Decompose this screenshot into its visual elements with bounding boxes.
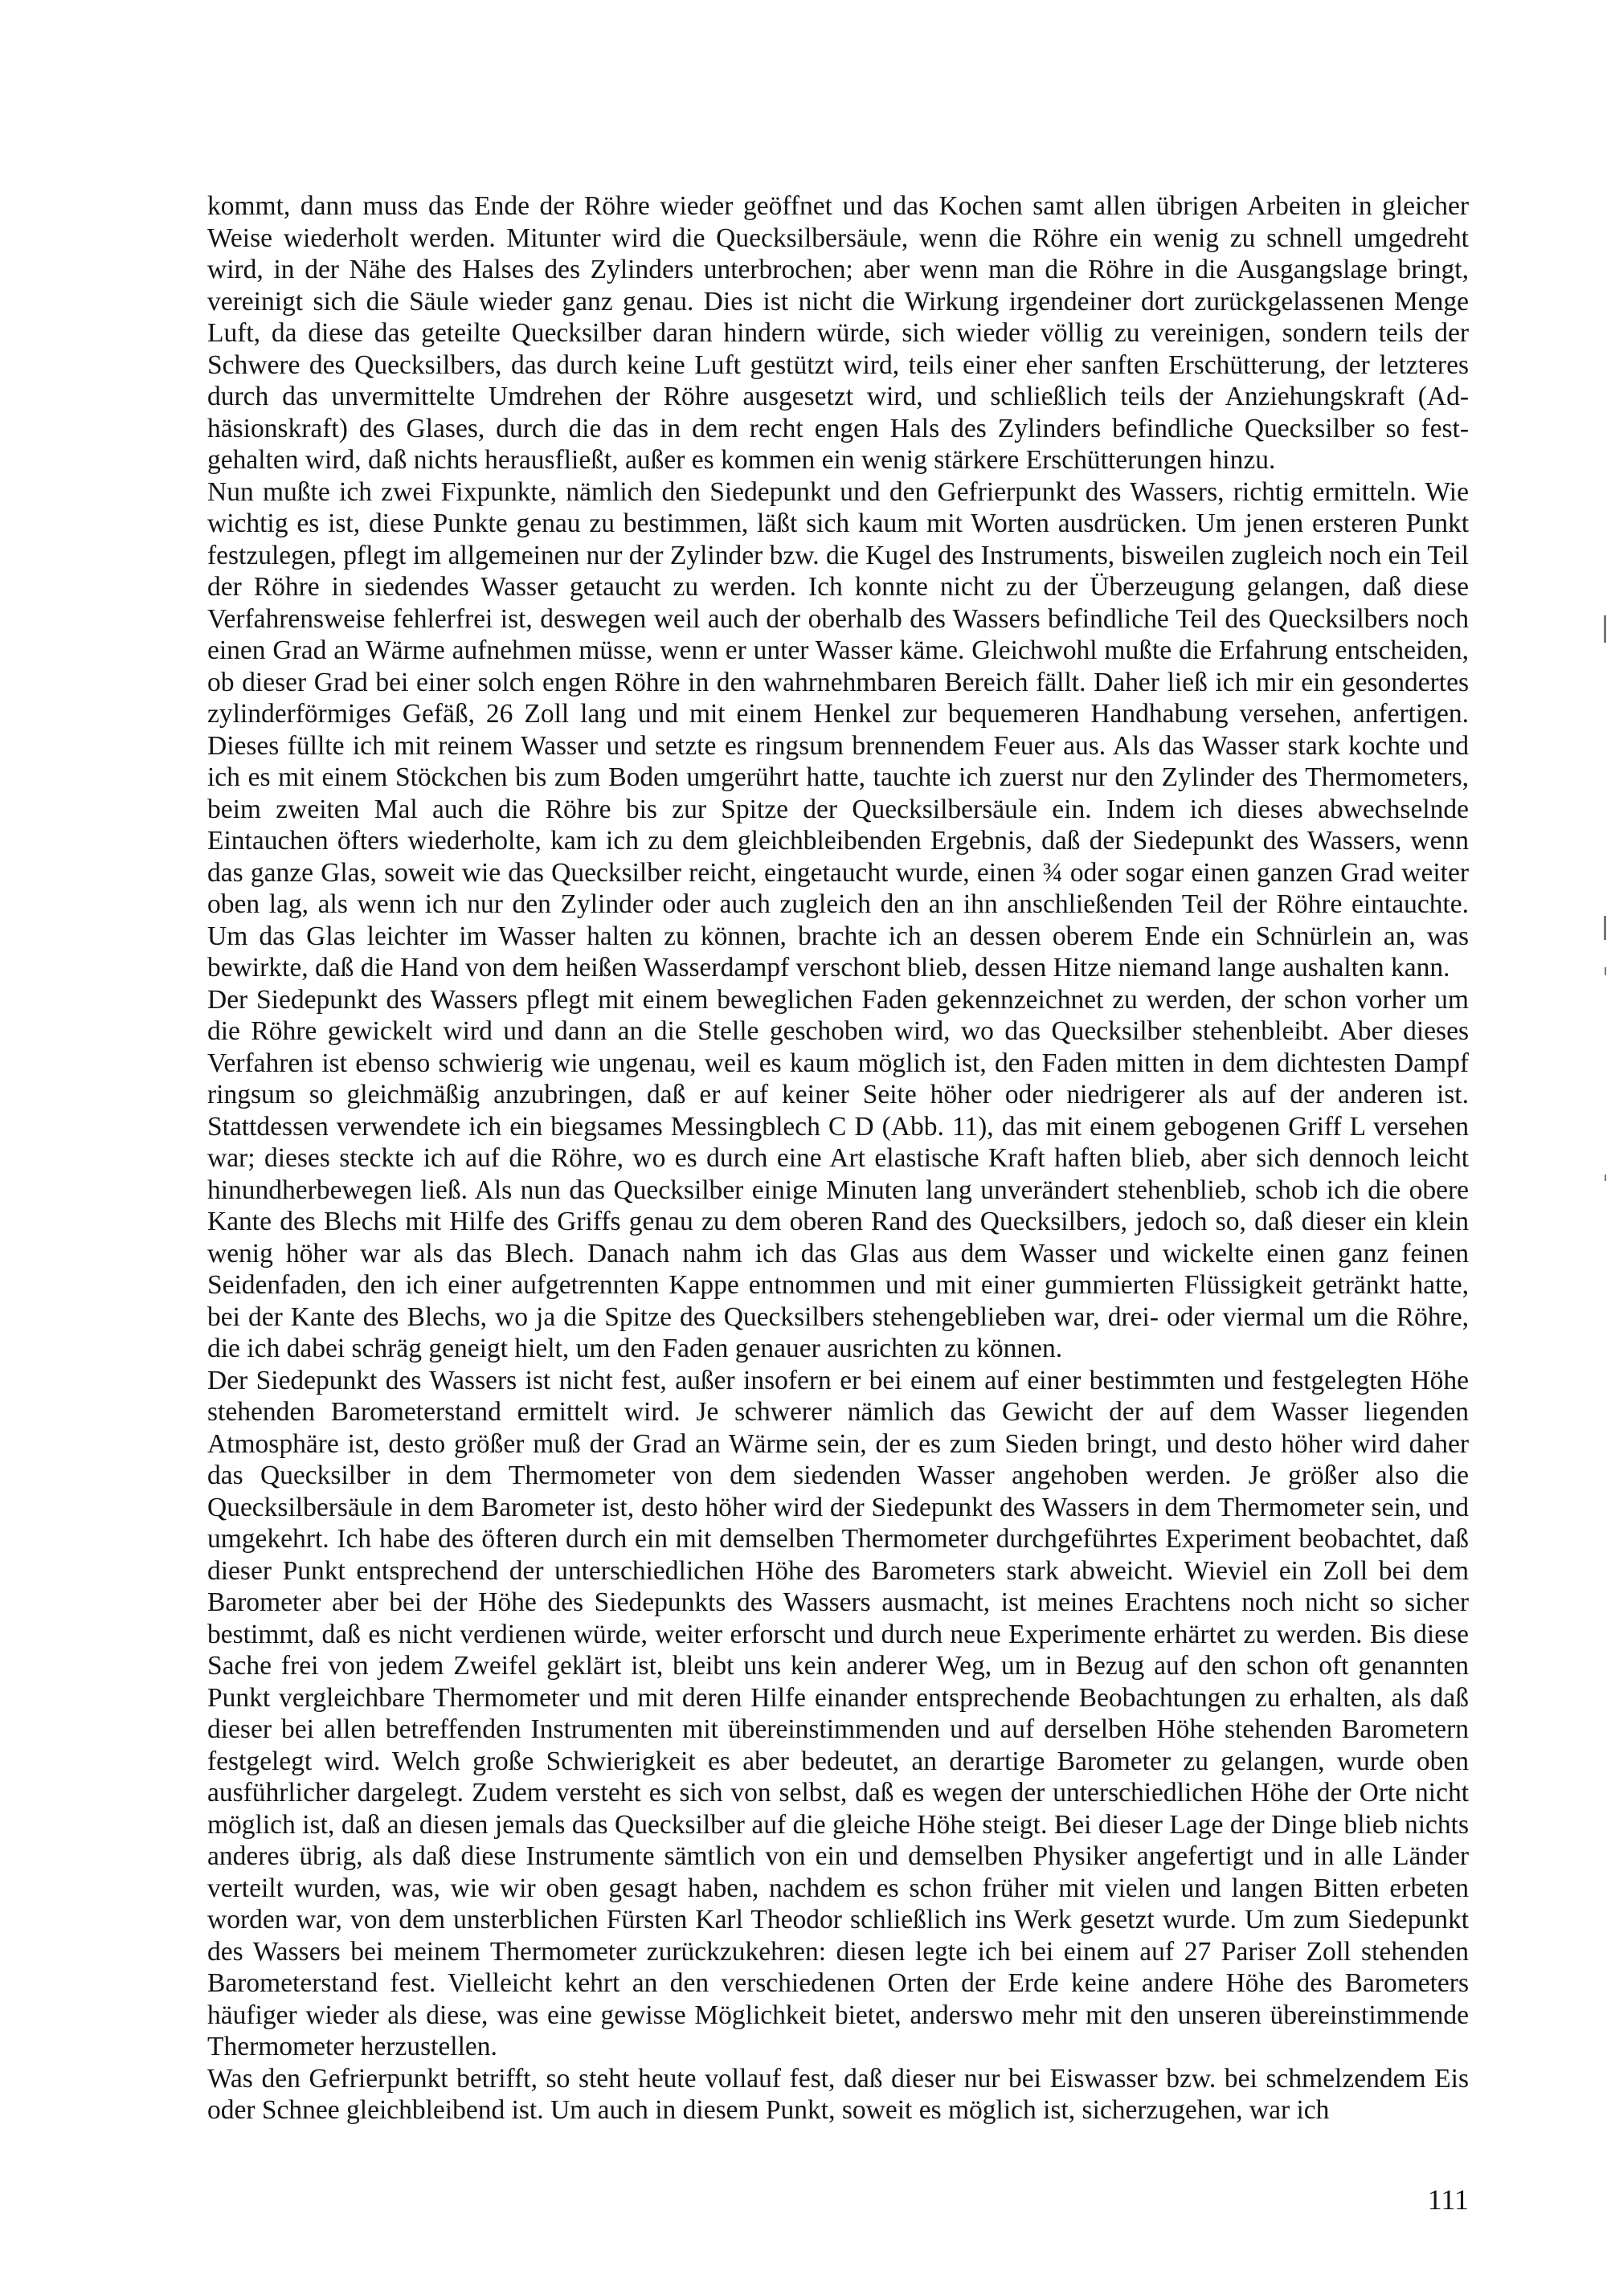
page-number: 111 <box>1427 2184 1469 2216</box>
scan-mark <box>1605 967 1606 975</box>
scan-mark <box>1604 615 1606 643</box>
paragraph-1: kommt, dann muss das Ende der Röhre wieder geöffnet und das Kochen samt allen übrigen Arbeiten in gleicher Weise wiederholt werden. Mitunter wird die Quecksilbersäule, wenn die Röhre ein wenig zu schnell umgedreht wird, in der Nähe des Halses des Zylinders unterbrochen; aber wenn man die Röhre in die Ausgangslage bringt, vereinigt sich die Säule wieder ganz genau. Dies ist nicht die Wirkung irgendeiner dort zurückgelassenen Menge Luft, da diese das geteilte Quecksilber daran hindern würde, sich wieder völlig zu vereinigen, sondern teils der Schwere des Quecksilbers, das durch keine Luft gestützt wird, teils einer eher sanften Erschütterung, der letzteres durch das unvermittelte Umdrehen der Röhre ausgesetzt wird, und schließlich teils der Anziehungskraft (Adhäsionskraft) des Glases, durch die das in dem recht engen Hals des Zylinders befindliche Quecksilber so festgehalten wird, daß nichts herausfließt, außer es kommen ein wenig stärkere Erschütterungen hinzu. <box>207 191 1469 475</box>
scan-mark <box>1604 916 1606 940</box>
paragraph-5: Was den Gefrierpunkt betrifft, so steht heute vollauf fest, daß dieser nur bei Eiswasser bzw. bei schmelzendem Eis oder Schnee gleichbleibend ist. Um auch in diesem Punkt, soweit es möglich ist, sicherzugehen, war ich <box>207 2063 1469 2125</box>
paragraph-4: Der Siedepunkt des Wassers ist nicht fest, außer insofern er bei einem auf einer bestimmten und festgelegten Höhe stehenden Barometerstand ermittelt wird. Je schwerer nämlich das Gewicht der auf dem Wasser liegenden Atmosphäre ist, desto größer muß der Grad an Wärme sein, der es zum Sieden bringt, und desto höher wird daher das Quecksilber in dem Thermometer von dem siedenden Wasser angehoben werden. Je größer also die Quecksilbersäule in dem Barometer ist, desto höher wird der Siedepunkt des Wassers in dem Thermometer sein, und umgekehrt. Ich habe des öfteren durch ein mit demselben Thermometer durchgeführtes Experiment beobachtet, daß dieser Punkt entsprechend der unterschiedlichen Höhe des Barometers stark abweicht. Wieviel ein Zoll bei dem Barometer aber bei der Höhe des Siedepunkts des Wassers ausmacht, ist meines Erachtens noch nicht so sicher bestimmt, daß es nicht verdienen würde, weiter erforscht und durch neue Experimente erhärtet zu werden. Bis diese Sache frei von jedem Zweifel geklärt ist, bleibt uns kein anderer Weg, um in Bezug auf den schon oft genannten Punkt vergleichbare Thermometer und mit deren Hilfe einander entsprechende Beobachtungen zu erhalten, als daß dieser bei allen betreffenden Instrumenten mit übereinstimmenden und auf derselben Höhe stehenden Barometern festgelegt wird. Welch große Schwierigkeit es aber bedeutet, an derartige Barometer zu gelangen, wurde oben ausführlicher dargelegt. Zudem versteht es sich von selbst, daß es wegen der unterschiedlichen Höhe der Orte nicht möglich ist, daß an diesen jemals das Quecksilber auf die gleiche Höhe steigt. Bei dieser Lage der Dinge blieb nichts anderes übrig, als daß diese Instrumente sämtlich von ein und demselben Physiker angefertigt und in alle Länder verteilt wurden, was, wie wir oben gesagt haben, nachdem es schon früher mit vielen und langen Bitten erbeten worden war, von dem unsterblichen Fürsten Karl Theodor schließlich ins Werk gesetzt wurde. Um zum Siedepunkt des Wassers bei meinem Thermometer zurückzukehren: diesen legte ich bei einem auf 27 Pariser Zoll stehenden Barometerstand fest. Vielleicht kehrt an den verschiedenen Orten der Erde keine andere Höhe des Barometers häufiger wieder als diese, was eine gewisse Möglichkeit bietet, anderswo mehr mit den unseren übereinstimmende Thermometer herzustellen. <box>207 1365 1469 2061</box>
paragraph-3: Der Siedepunkt des Wassers pflegt mit einem beweglichen Faden gekennzeichnet zu werden, der schon vorher um die Röhre gewickelt wird und dann an die Stelle geschoben wird, wo das Quecksilber stehenbleibt. Aber dieses Verfahren ist ebenso schwierig wie ungenau, weil es kaum möglich ist, den Faden mitten in dem dichtesten Dampf ringsum so gleichmäßig anzubringen, daß er auf keiner Seite höher oder niedrigerer als auf der anderen ist. Stattdessen verwendete ich ein biegsames Messingblech C D (Abb. 11), das mit einem gebogenen Griff L versehen war; dieses steckte ich auf die Röhre, wo es durch eine Art elastische Kraft haften blieb, aber sich dennoch leicht hinundherbewegen ließ. Als nun das Quecksilber einige Minuten lang unverändert stehenblieb, schob ich die obere Kante des Blechs mit Hilfe des Griffs genau zu dem oberen Rand des Quecksilbers, jedoch so, daß dieser ein klein wenig höher war als das Blech. Danach nahm ich das Glas aus dem Wasser und wickelte einen ganz feinen Seidenfaden, den ich einer aufgetrennten Kappe entnommen und mit einer gummierten Flüssigkeit getränkt hatte, bei der Kante des Blechs, wo ja die Spitze des Quecksilbers stehengeblieben war, drei- oder viermal um die Röhre, die ich dabei schräg geneigt hielt, um den Faden genauer ausrichten zu können. <box>207 984 1469 1363</box>
paragraph-2: Nun mußte ich zwei Fixpunkte, nämlich den Siedepunkt und den Gefrierpunkt des Wassers, richtig ermitteln. Wie wichtig es ist, diese Punkte genau zu bestimmen, läßt sich kaum mit Worten ausdrücken. Um jenen ersteren Punkt festzulegen, pflegt im allgemeinen nur der Zylinder bzw. die Kugel des Instruments, bisweilen zugleich noch ein Teil der Röhre in siedendes Wasser getaucht zu werden. Ich konnte nicht zu der Überzeugung gelangen, daß diese Verfahrensweise fehlerfrei ist, deswegen weil auch der oberhalb des Wassers befindliche Teil des Quecksilbers noch einen Grad an Wärme aufnehmen müsse, wenn er unter Wasser käme. Gleichwohl mußte die Erfahrung entscheiden, ob dieser Grad bei einer solch engen Röhre in den wahrnehmbaren Bereich fällt. Daher ließ ich mir ein gesondertes zylinderförmiges Gefäß, 26 Zoll lang und mit einem Henkel zur bequemeren Handhabung versehen, anfertigen. Dieses füllte ich mit reinem Wasser und setzte es ringsum brennendem Feuer aus. Als das Wasser stark kochte und ich es mit einem Stöckchen bis zum Boden umgerührt hatte, tauchte ich zuerst nur den Zylinder des Thermometers, beim zweiten Mal auch die Röhre bis zur Spitze der Quecksilbersäule ein. Indem ich dieses abwechselnde Eintauchen öfters wiederholte, kam ich zu dem gleichbleibenden Ergebnis, daß der Siedepunkt des Wassers, wenn das ganze Glas, soweit wie das Quecksilber reicht, eingetaucht wurde, einen ¾ oder sogar einen ganzen Grad weiter oben lag, als wenn ich nur den Zylinder oder auch zugleich den an ihn anschließenden Teil der Röhre eintauchte. Um das Glas leichter im Wasser halten zu können, brachte ich an dessen oberem Ende ein Schnürlein an, was bewirkte, daß die Hand von dem heißen Wasserdampf verschont blieb, dessen Hitze niemand lange aushalten kann. <box>207 476 1469 983</box>
page-body <box>207 190 1469 2126</box>
scan-mark <box>1605 1175 1606 1181</box>
